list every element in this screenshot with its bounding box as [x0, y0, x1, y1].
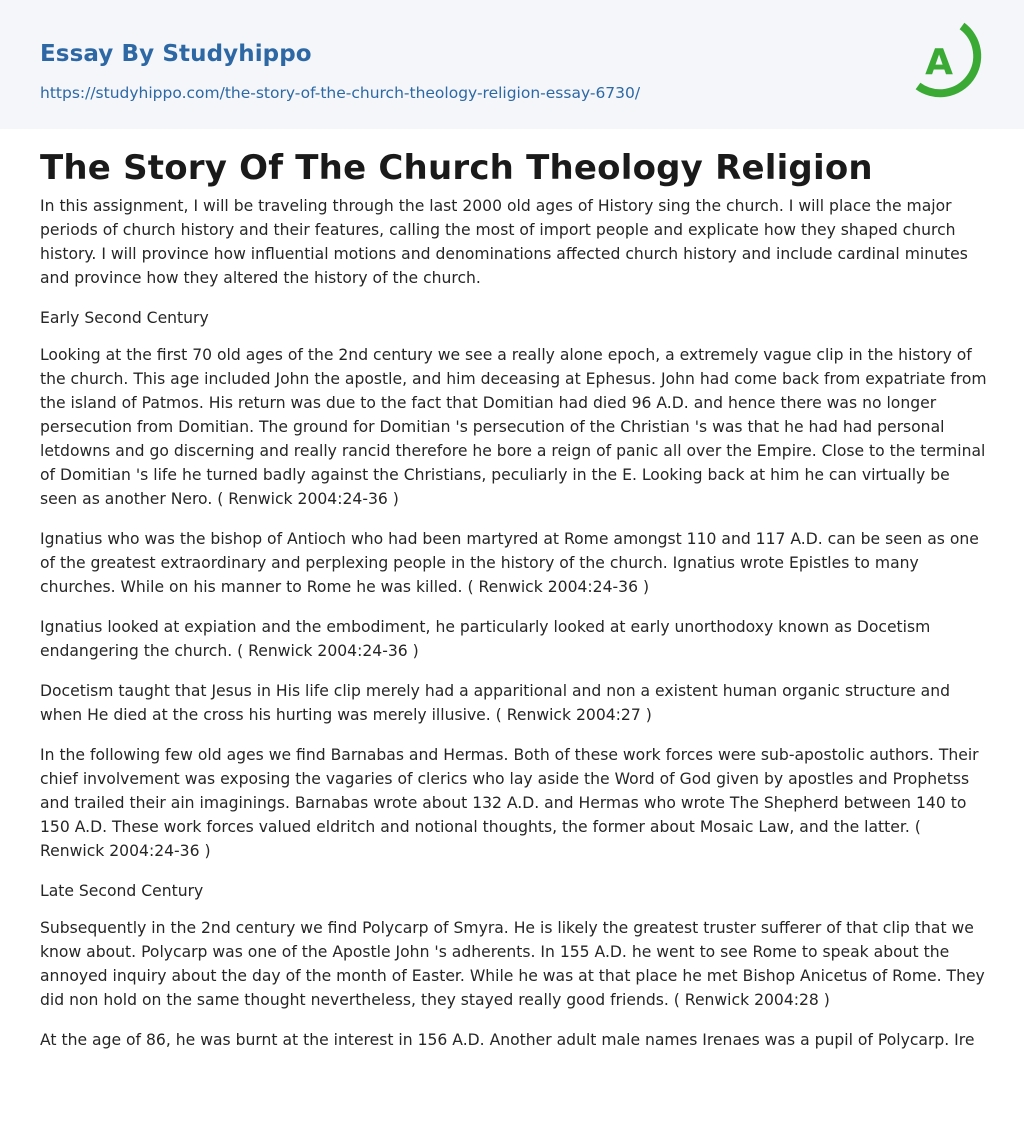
essay-url-link[interactable]: https://studyhippo.com/the-story-of-the-church-theology-religion-essay-6730/	[40, 84, 641, 102]
essay-title: The Story Of The Church Theology Religion	[40, 148, 873, 188]
paragraph-truncated: At the age of 86, he was burnt at the interest in 156 A.D. Another adult male names Irenaes was a pupil of Polycarp. Ire	[40, 1031, 975, 1049]
paragraph: Ignatius looked at expiation and the embodiment, he particularly looked at early unorthodoxy known as Docetism endangering the church. ( Renwick 2004:24-36 )	[40, 618, 931, 660]
paragraph: Ignatius who was the bishop of Antioch who had been martyred at Rome amongst 110 and 117 A.D. can be seen as one of the greatest extraordinary and perplexing people in the history of the church. Ignatius wrote Epistles to many churches. While on his manner to Rome he was killed. ( Renwick 2004:24-36 )	[40, 530, 979, 596]
paragraph: In the following few old ages we find Barnabas and Hermas. Both of these work forces were sub-apostolic authors. Their chief involvement was exposing the vagaries of clerics who lay aside the Word of God given by apostles and Prophetss and trailed their ain imaginings. Barnabas wrote about 132 A.D. and Hermas who wrote The Shepherd between 140 to 150 A.D. These work forces valued eldritch and notional thoughts, the former about Mosaic Law, and the latter. ( Renwick 2004:24-36 )	[40, 746, 979, 860]
section-heading-late-second-century: Late Second Century	[40, 882, 204, 900]
paragraph: Subsequently in the 2nd century we find Polycarp of Smyra. He is likely the greatest truster sufferer of that clip that we know about. Polycarp was one of the Apostle John 's adherents. In 155 A.D. he went to see Rome to speak about the annoyed inquiry about the day of the month of Easter. While he was at that place he met Bishop Anicetus of Rome. They did non hold on the same thought nevertheless, they stayed really good friends. ( Renwick 2004:28 )	[40, 919, 985, 1009]
site-brand[interactable]: Essay By Studyhippo	[40, 41, 312, 67]
studyhippo-logo-icon[interactable]	[910, 18, 988, 106]
paragraph: Docetism taught that Jesus in His life clip merely had a apparitional and non a existent human organic structure and when He died at the cross his hurting was merely illusive. ( Renwick 2004:27 )	[40, 682, 951, 724]
logo-letter: A	[925, 42, 953, 83]
paragraph: Looking at the first 70 old ages of the 2nd century we see a really alone epoch, a extremely vague clip in the history of the church. This age included John the apostle, and him deceasing at Ephesus. John had come back from expatriate from the island of Patmos. His return was due to the fact that Domitian had died 96 A.D. and hence there was no longer persecution from Domitian. The ground for Domitian 's persecution of the Christian 's was that he had had personal letdowns and go discerning and really rancid therefore he bore a reign of panic all over the Empire. Close to the terminal of Domitian 's life he turned badly against the Christians, peculiarly in the E. Looking back at him he can virtually be seen as another Nero. ( Renwick 2004:24-36 )	[40, 346, 987, 508]
section-heading-early-second-century: Early Second Century	[40, 309, 209, 327]
paragraph: In this assignment, I will be traveling through the last 2000 old ages of History sing the church. I will place the major periods of church history and their features, calling the most of import people and explicate how they shaped church history. I will province how influential motions and denominations affected church history and include cardinal minutes and province how they altered the history of the church.	[40, 197, 968, 287]
essay-body	[40, 194, 990, 1068]
